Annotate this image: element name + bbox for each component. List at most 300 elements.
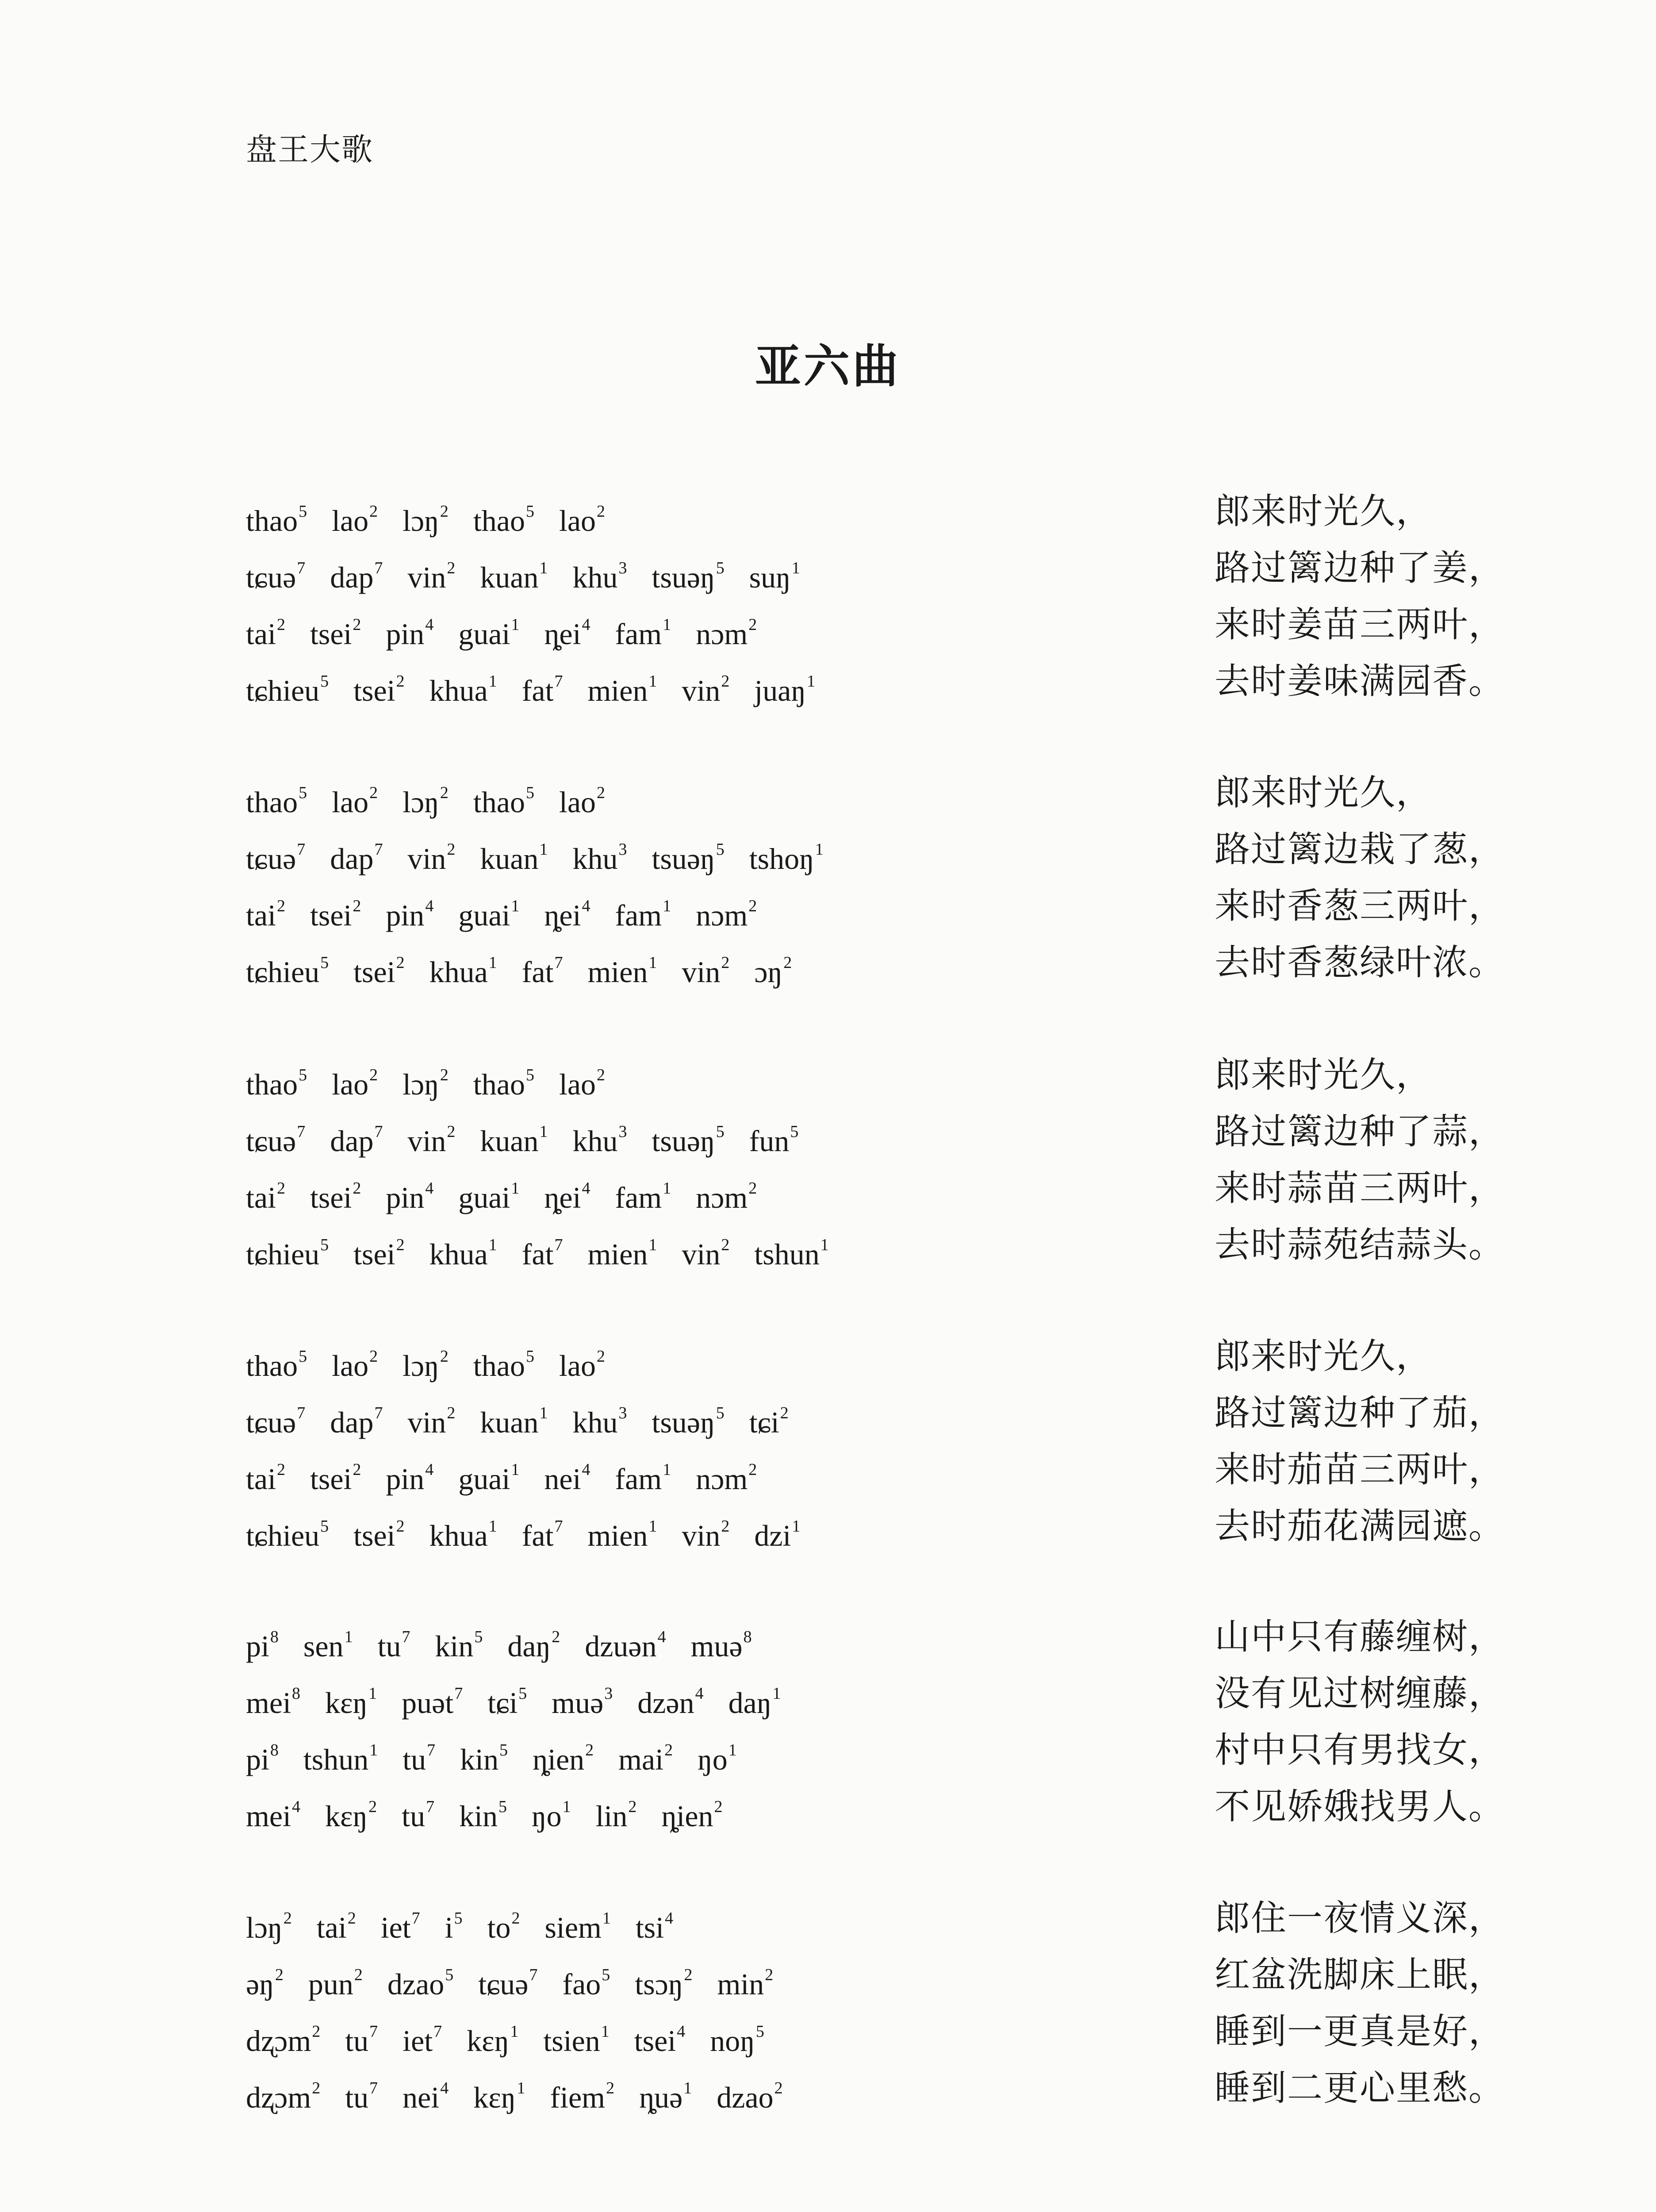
tone-number: 5 bbox=[299, 783, 307, 802]
syllable-text: tshun bbox=[754, 1237, 820, 1271]
syllable bbox=[460, 1722, 508, 1788]
syllable bbox=[246, 1498, 329, 1564]
syllable-text: fam bbox=[615, 1462, 662, 1496]
syllable-text: thao bbox=[473, 785, 525, 819]
tone-number: 2 bbox=[312, 2079, 321, 2097]
syllable-text: fam bbox=[615, 899, 662, 932]
tone-number: 1 bbox=[562, 1797, 571, 1816]
syllable-text: daŋ bbox=[507, 1629, 551, 1663]
tone-number: 7 bbox=[454, 1684, 463, 1703]
syllable bbox=[246, 1890, 292, 1956]
syllable bbox=[310, 1160, 361, 1226]
syllable bbox=[543, 2003, 609, 2069]
syllable-text: tai bbox=[246, 899, 276, 932]
song-title: 亚六曲 bbox=[755, 339, 901, 393]
tone-number: 1 bbox=[488, 672, 497, 691]
syllable bbox=[402, 1778, 434, 1844]
verse-line bbox=[0, 596, 1656, 653]
syllable-text: ȵuə bbox=[639, 2081, 683, 2114]
chinese-translation: 山中只有藤缠树， bbox=[1215, 1616, 1505, 1657]
syllable bbox=[639, 2060, 692, 2126]
chinese-translation: 不见娇娥找男人。 bbox=[1215, 1786, 1505, 1827]
syllable bbox=[386, 1441, 433, 1507]
tone-number: 7 bbox=[369, 2022, 378, 2041]
syllable-text: tu bbox=[345, 2024, 369, 2058]
tone-number: 7 bbox=[374, 1404, 383, 1422]
syllable bbox=[303, 1722, 378, 1788]
syllable-text: tsuəŋ bbox=[652, 561, 715, 594]
syllable bbox=[381, 1890, 420, 1956]
syllable bbox=[473, 1328, 534, 1394]
tone-number: 1 bbox=[683, 2079, 692, 2097]
syllable bbox=[682, 1217, 729, 1283]
syllable bbox=[559, 1047, 605, 1113]
syllable bbox=[588, 1498, 657, 1564]
verse-line bbox=[0, 540, 1656, 596]
syllable bbox=[544, 1160, 590, 1226]
syllable-text: thao bbox=[473, 504, 525, 538]
tone-number: 1 bbox=[369, 1741, 378, 1759]
syllable bbox=[345, 2060, 378, 2126]
chinese-translation: 睡到二更心里愁。 bbox=[1215, 2067, 1505, 2108]
tone-number: 7 bbox=[554, 953, 563, 972]
syllable bbox=[246, 878, 285, 944]
tone-number: 4 bbox=[582, 615, 590, 634]
syllable-text: nɔm bbox=[696, 1462, 748, 1496]
syllable bbox=[246, 934, 329, 1000]
tone-number: 4 bbox=[425, 1460, 434, 1479]
running-head: 盘王大歌 bbox=[246, 131, 373, 168]
syllable-text: tɕhieu bbox=[246, 1237, 320, 1271]
romanization bbox=[246, 1441, 782, 1507]
tone-number: 2 bbox=[369, 1066, 378, 1084]
tone-number: 7 bbox=[554, 1517, 563, 1536]
verse-line bbox=[0, 1328, 1656, 1385]
syllable-text: muə bbox=[552, 1686, 604, 1720]
syllable bbox=[596, 1778, 637, 1844]
syllable-text: khu bbox=[572, 842, 618, 876]
syllable bbox=[544, 1890, 610, 1956]
syllable bbox=[696, 1441, 757, 1507]
syllable bbox=[429, 1217, 497, 1283]
syllable-text: mai bbox=[618, 1743, 664, 1776]
chinese-translation: 去时香葱绿叶浓。 bbox=[1215, 942, 1505, 983]
tone-number: 2 bbox=[440, 502, 448, 521]
tone-number: 1 bbox=[601, 2022, 610, 2041]
syllable bbox=[459, 1778, 507, 1844]
syllable bbox=[559, 483, 605, 549]
tone-number: 2 bbox=[283, 1909, 292, 1928]
syllable-text: lao bbox=[559, 785, 596, 819]
tone-number: 7 bbox=[427, 1741, 436, 1759]
tone-number: 7 bbox=[433, 2022, 442, 2041]
syllable-text: tɕi bbox=[487, 1686, 518, 1720]
syllable-text: ŋo bbox=[531, 1799, 562, 1833]
tone-number: 3 bbox=[618, 840, 627, 859]
syllable-text: mien bbox=[587, 674, 648, 707]
syllable bbox=[635, 1947, 692, 2012]
tone-number: 2 bbox=[721, 672, 730, 691]
syllable-text: tsei bbox=[634, 2024, 676, 2058]
romanization bbox=[246, 596, 782, 662]
syllable bbox=[332, 764, 378, 830]
chinese-translation: 郎来时光久， bbox=[1215, 1054, 1432, 1095]
tone-number: 1 bbox=[368, 1684, 377, 1703]
syllable-text: tsei bbox=[353, 674, 395, 707]
tone-number: 2 bbox=[783, 953, 792, 972]
syllable bbox=[728, 1665, 781, 1731]
romanization bbox=[246, 1160, 782, 1226]
syllable-text: lin bbox=[595, 1799, 628, 1833]
tone-number: 4 bbox=[291, 1797, 300, 1816]
syllable-text: tai bbox=[246, 617, 276, 651]
tone-number: 1 bbox=[602, 1909, 611, 1928]
tone-number: 1 bbox=[488, 1517, 497, 1536]
syllable-text: tsuəŋ bbox=[652, 1406, 715, 1439]
syllable-text: fam bbox=[615, 617, 662, 651]
tone-number: 4 bbox=[665, 1909, 674, 1928]
syllable bbox=[353, 934, 404, 1000]
tone-number: 2 bbox=[347, 1909, 356, 1928]
syllable bbox=[246, 2060, 320, 2126]
syllable bbox=[573, 1385, 627, 1451]
syllable-text: tsei bbox=[310, 899, 352, 932]
syllable-text: tɕuə bbox=[246, 842, 296, 876]
verse-line bbox=[0, 1103, 1656, 1160]
syllable bbox=[487, 1665, 527, 1731]
syllable-text: ɔŋ bbox=[754, 955, 783, 989]
syllable bbox=[407, 821, 455, 887]
syllable bbox=[691, 1609, 752, 1674]
tone-number: 5 bbox=[474, 1628, 483, 1646]
syllable-text: puət bbox=[402, 1686, 454, 1720]
syllable bbox=[330, 540, 383, 606]
syllable-text: tɕhieu bbox=[246, 955, 320, 989]
syllable bbox=[559, 1328, 605, 1394]
syllable bbox=[458, 596, 519, 662]
syllable-text: nei bbox=[402, 2081, 440, 2114]
verse-line bbox=[0, 1778, 1656, 1835]
syllable-text: lao bbox=[332, 1068, 369, 1101]
syllable bbox=[378, 1609, 410, 1674]
syllable-text: kɛŋ bbox=[325, 1799, 368, 1833]
tone-number: 2 bbox=[721, 1517, 730, 1536]
chinese-translation: 路过篱边种了姜， bbox=[1215, 547, 1505, 588]
syllable-text: tsuəŋ bbox=[652, 842, 715, 876]
syllable bbox=[717, 1947, 773, 2012]
syllable bbox=[429, 653, 497, 719]
syllable-text: vin bbox=[682, 1519, 721, 1552]
romanization bbox=[246, 1385, 813, 1451]
syllable bbox=[544, 596, 590, 662]
syllable bbox=[754, 653, 815, 719]
romanization bbox=[246, 1103, 823, 1169]
syllable bbox=[246, 2003, 320, 2069]
syllable bbox=[588, 934, 657, 1000]
syllable-text: fiem bbox=[550, 2081, 606, 2114]
syllable bbox=[402, 483, 448, 549]
syllable bbox=[573, 1103, 627, 1169]
syllable-text: tɕhieu bbox=[246, 674, 320, 707]
syllable bbox=[522, 934, 563, 1000]
tone-number: 2 bbox=[684, 1966, 693, 1984]
syllable bbox=[386, 878, 433, 944]
tone-number: 4 bbox=[425, 1179, 434, 1198]
syllable bbox=[429, 934, 497, 1000]
tone-number: 5 bbox=[320, 1236, 329, 1254]
syllable-text: fam bbox=[615, 1181, 662, 1214]
syllable-text: khua bbox=[429, 674, 488, 707]
tone-number: 5 bbox=[525, 1066, 534, 1084]
tone-number: 7 bbox=[369, 2079, 378, 2097]
syllable-text: to bbox=[487, 1911, 511, 1944]
tone-number: 1 bbox=[648, 1517, 657, 1536]
verse-line bbox=[0, 2003, 1656, 2060]
tone-number: 2 bbox=[276, 615, 285, 634]
syllable-text: khu bbox=[572, 561, 618, 594]
syllable bbox=[407, 1103, 455, 1169]
syllable-text: tu bbox=[377, 1629, 401, 1663]
syllable bbox=[682, 653, 729, 719]
tone-number: 2 bbox=[369, 1347, 378, 1366]
syllable bbox=[552, 1665, 613, 1731]
syllable-text: kuan bbox=[480, 842, 539, 876]
syllable-text: thao bbox=[246, 504, 298, 538]
tone-number: 2 bbox=[447, 840, 456, 859]
syllable-text: guai bbox=[458, 1181, 510, 1214]
syllable bbox=[522, 653, 563, 719]
syllable bbox=[246, 1441, 285, 1507]
syllable-text: thao bbox=[246, 1349, 298, 1382]
syllable bbox=[330, 821, 383, 887]
tone-number: 2 bbox=[597, 1066, 606, 1084]
tone-number: 2 bbox=[353, 1179, 361, 1198]
syllable-text: thao bbox=[473, 1068, 525, 1101]
syllable bbox=[637, 1665, 703, 1731]
verse-line bbox=[0, 483, 1656, 540]
syllable bbox=[402, 1047, 448, 1113]
tone-number: 2 bbox=[368, 1797, 377, 1816]
chinese-translation: 来时姜苗三两叶， bbox=[1215, 604, 1505, 645]
verse-line bbox=[0, 764, 1656, 821]
syllable bbox=[310, 878, 361, 944]
tone-number: 2 bbox=[369, 502, 378, 521]
syllable-text: tsei bbox=[310, 1462, 352, 1496]
tone-number: 4 bbox=[582, 1460, 590, 1479]
syllable bbox=[246, 1217, 329, 1283]
syllable-text: dʐɔm bbox=[246, 2024, 311, 2058]
syllable-text: lao bbox=[332, 1349, 369, 1382]
tone-number: 4 bbox=[695, 1684, 704, 1703]
romanization bbox=[246, 764, 630, 830]
syllable-text: tɕuə bbox=[246, 1406, 296, 1439]
syllable bbox=[467, 2003, 518, 2069]
syllable bbox=[573, 821, 627, 887]
syllable-text: dap bbox=[330, 1124, 374, 1158]
syllable-text: dzən bbox=[637, 1686, 694, 1720]
verse-line bbox=[0, 1217, 1656, 1273]
tone-number: 5 bbox=[320, 953, 329, 972]
syllable bbox=[246, 596, 285, 662]
tone-number: 2 bbox=[748, 1179, 757, 1198]
tone-number: 1 bbox=[511, 615, 520, 634]
syllable bbox=[480, 540, 548, 606]
syllable bbox=[478, 1947, 537, 2012]
syllable-text: vin bbox=[682, 674, 721, 707]
syllable-text: tu bbox=[402, 1743, 426, 1776]
tone-number: 8 bbox=[270, 1741, 279, 1759]
syllable bbox=[246, 1328, 307, 1394]
syllable bbox=[615, 596, 671, 662]
syllable bbox=[332, 483, 378, 549]
syllable-text: tu bbox=[402, 1799, 426, 1833]
syllable-text: kuan bbox=[480, 561, 539, 594]
syllable-text: siem bbox=[544, 1911, 602, 1944]
romanization bbox=[246, 483, 630, 549]
syllable-text: fat bbox=[521, 1237, 554, 1271]
stanza bbox=[0, 1328, 1656, 1558]
syllable-text: guai bbox=[458, 617, 510, 651]
chinese-translation: 去时姜味满园香。 bbox=[1215, 661, 1505, 702]
syllable-text: nei bbox=[544, 1462, 581, 1496]
romanization bbox=[246, 2060, 808, 2126]
chinese-translation: 来时蒜苗三两叶， bbox=[1215, 1167, 1505, 1209]
syllable bbox=[386, 1160, 433, 1226]
syllable bbox=[696, 596, 757, 662]
tone-number: 2 bbox=[447, 1404, 456, 1422]
verse-line bbox=[0, 1047, 1656, 1103]
tone-number: 5 bbox=[299, 502, 307, 521]
syllable bbox=[682, 1498, 729, 1564]
syllable bbox=[353, 1217, 404, 1283]
tone-number: 5 bbox=[445, 1966, 454, 1984]
tone-number: 1 bbox=[511, 1179, 520, 1198]
chinese-translation: 郎来时光久， bbox=[1215, 1336, 1432, 1377]
syllable-text: tai bbox=[316, 1911, 347, 1944]
syllable-text: guai bbox=[458, 899, 510, 932]
syllable bbox=[402, 1328, 448, 1394]
syllable-text: fun bbox=[749, 1124, 790, 1158]
syllable bbox=[522, 1217, 563, 1283]
stanza bbox=[0, 483, 1656, 713]
syllable bbox=[445, 1890, 463, 1956]
syllable bbox=[618, 1722, 673, 1788]
syllable bbox=[458, 1160, 519, 1226]
syllable-text: mei bbox=[246, 1799, 291, 1833]
syllable-text: iet bbox=[380, 1911, 411, 1944]
syllable-text: tɕhieu bbox=[246, 1519, 320, 1552]
chinese-translation: 路过篱边栽了葱， bbox=[1215, 829, 1505, 870]
syllable-text: dap bbox=[330, 561, 374, 594]
syllable bbox=[473, 764, 534, 830]
syllable bbox=[682, 934, 729, 1000]
syllable bbox=[386, 596, 433, 662]
tone-number: 7 bbox=[297, 559, 306, 577]
syllable-text: tsɔŋ bbox=[635, 1967, 683, 2001]
tone-number: 7 bbox=[411, 1909, 420, 1928]
syllable-text: ȵei bbox=[544, 899, 581, 932]
syllable bbox=[544, 878, 590, 944]
romanization bbox=[246, 2003, 789, 2069]
syllable bbox=[698, 1722, 737, 1788]
tone-number: 5 bbox=[320, 672, 329, 691]
syllable bbox=[559, 764, 605, 830]
chinese-translation: 路过篱边种了茄， bbox=[1215, 1392, 1505, 1433]
syllable bbox=[435, 1609, 483, 1674]
syllable bbox=[615, 878, 671, 944]
tone-number: 5 bbox=[716, 1122, 724, 1141]
syllable-text: tɕuə bbox=[246, 1124, 296, 1158]
tone-number: 1 bbox=[648, 1236, 657, 1254]
syllable-text: vin bbox=[682, 955, 721, 989]
chinese-translation: 去时茄花满园遮。 bbox=[1215, 1505, 1505, 1547]
tone-number: 5 bbox=[716, 559, 724, 577]
tone-number: 2 bbox=[276, 1179, 285, 1198]
tone-number: 4 bbox=[582, 1179, 590, 1198]
syllable bbox=[332, 1047, 378, 1113]
syllable bbox=[246, 1047, 307, 1113]
verse-line bbox=[0, 2060, 1656, 2116]
syllable-text: lao bbox=[332, 504, 369, 538]
syllable bbox=[246, 1160, 285, 1226]
chinese-translation: 路过篱边种了蒜， bbox=[1215, 1111, 1505, 1152]
syllable bbox=[480, 1103, 548, 1169]
tone-number: 1 bbox=[344, 1628, 353, 1646]
tone-number: 1 bbox=[663, 615, 671, 634]
syllable-text: nɔm bbox=[696, 899, 748, 932]
stanza bbox=[0, 1047, 1656, 1277]
tone-number: 5 bbox=[716, 1404, 724, 1422]
syllable-text: pi bbox=[246, 1743, 269, 1776]
verse-line bbox=[0, 1890, 1656, 1947]
syllable bbox=[522, 1498, 563, 1564]
tone-number: 5 bbox=[525, 502, 534, 521]
syllable-text: daŋ bbox=[728, 1686, 772, 1720]
tone-number: 4 bbox=[425, 615, 434, 634]
syllable-text: tsei bbox=[310, 617, 352, 651]
syllable bbox=[458, 1441, 519, 1507]
syllable-text: guai bbox=[458, 1462, 510, 1496]
tone-number: 1 bbox=[539, 1122, 548, 1141]
syllable bbox=[696, 1160, 757, 1226]
tone-number: 2 bbox=[353, 1460, 361, 1479]
syllable bbox=[717, 2060, 782, 2126]
tone-number: 2 bbox=[597, 783, 606, 802]
syllable-text: fat bbox=[521, 1519, 554, 1552]
syllable-text: vin bbox=[407, 1406, 446, 1439]
syllable bbox=[652, 821, 724, 887]
syllable-text: pi bbox=[246, 1629, 269, 1663]
tone-number: 5 bbox=[525, 783, 534, 802]
verse-line bbox=[0, 653, 1656, 710]
syllable bbox=[246, 540, 305, 606]
syllable bbox=[407, 1385, 455, 1451]
syllable-text: dzao bbox=[387, 1967, 445, 2001]
verse-line bbox=[0, 1160, 1656, 1217]
syllable-text: sen bbox=[303, 1629, 344, 1663]
syllable bbox=[325, 1665, 377, 1731]
verse-line bbox=[0, 1665, 1656, 1722]
tone-number: 4 bbox=[582, 897, 590, 915]
chinese-translation: 郎来时光久， bbox=[1215, 772, 1432, 813]
syllable-text: dap bbox=[330, 842, 374, 876]
syllable bbox=[246, 764, 307, 830]
tone-number: 1 bbox=[488, 953, 497, 972]
romanization bbox=[246, 1328, 630, 1394]
syllable-text: nɔm bbox=[696, 1181, 748, 1214]
syllable bbox=[402, 1665, 463, 1731]
romanization bbox=[246, 1609, 777, 1674]
